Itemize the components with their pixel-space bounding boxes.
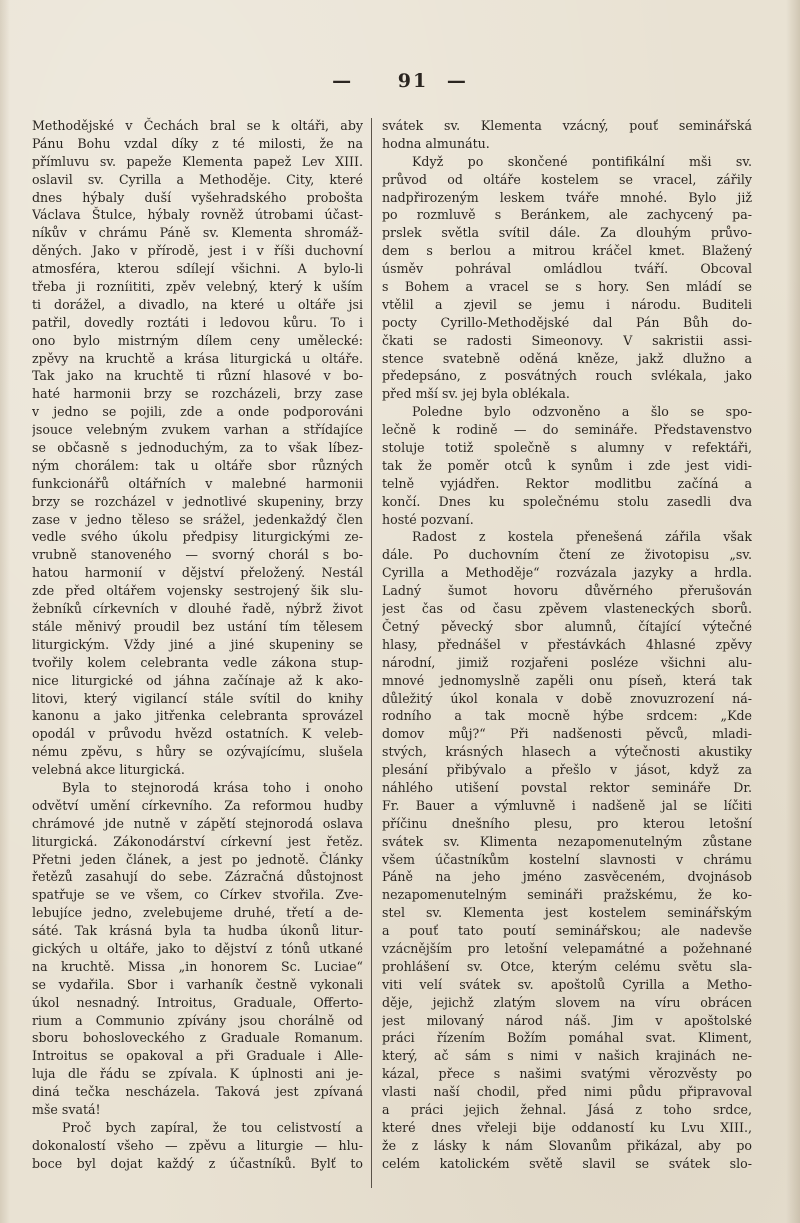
text-line: Byla to stejnorodá krása toho i onoho [62,779,363,795]
text-line: spatřuje se ve všem, co Církev stvořila. Zve- [32,887,363,903]
text-line: stence svatebně oděná kněze, jakž dlužno a [382,350,752,366]
text-line: rium a Communio zpívány jsou chorálně od [32,1012,363,1028]
text-line: kanonu a jako jitřenka celebranta sprovázel [32,708,363,724]
text-line: děje, jejichž zlatým slovem na víru obrácen [382,994,752,1010]
text-line: hlasy, přednášel v přestávkách 4hlasné zpěvy [382,636,752,652]
text-line: děných. Jako v přírodě, jest i v říši duchovní [32,243,363,259]
text-line: na kruchtě. Missa „in honorem Sc. Luciae“ [32,958,363,974]
text-line: před mší sv. jej byla oblékala. [382,386,570,402]
text-line: prslek světla svítil dále. Za dlouhým průvo- [382,225,752,241]
text-line: nému zpěvu, s hůry se ozývajícímu, slušela [32,744,363,760]
text-line: ným chorálem: tak u oltáře sbor různých [32,457,363,473]
text-line: zde před oltářem vojensky sestrojený šik slu- [32,583,363,599]
text-line: zase v jedno těleso se srážel, jedenkaždý člen [32,511,363,527]
text-line: litovi, který vigilancí stále svítil do knihy [32,690,363,706]
text-line: odvětví umění církevního. Za reformou hudby [32,797,363,813]
text-line: mše svatá! [32,1101,101,1117]
left-text-column [32,117,363,1173]
text-line: vlasti naší chodil, před nimi půdu připravoval [382,1084,752,1100]
text-line: ono bylo mistrným dílem ceny umělecké: [32,332,363,348]
text-line: boce byl dojat každý z účastníků. Bylť to [32,1155,363,1171]
text-line: jest milovaný národ náš. Jim v apoštolské [382,1012,752,1028]
text-line: přímluvu sv. papeže Klementa papež Lev XIII. [32,153,363,169]
text-line: gických u oltáře, jako to dějství z tónů utkané [32,940,363,956]
text-line: náhlého utišení povstal rektor semináře Dr. [382,779,752,795]
text-line: vedle svého úkolu předpisy liturgickými ze- [32,529,363,545]
text-line: tak že poměr otců k synům i zde jest vidi- [382,457,752,473]
text-line: nadpřirozeným leskem tváře mnohé. Bylo již [382,189,752,205]
text-line: opodál v průvodu hvězd ostatních. K veleb- [32,726,363,742]
text-line: že z lásky k nám Slovanům přikázal, aby po [382,1137,752,1153]
text-line: třeba ji rozníititi, zpěv velebný, který k uším [32,279,363,295]
text-line: Tak jako na kruchtě ti různí hlasové v bo- [32,368,363,384]
text-line: vtělil a zjevil se jemu i národu. Buditeli [382,296,752,312]
text-line: Radost z kostela přenešená zářila však [412,529,752,545]
header-dash-left: — [332,70,354,92]
text-line: stel sv. Klementa jest kostelem seminářským [382,905,752,921]
text-line: Páně na jeho jméno zasvěceném, dvojnásob [382,869,752,885]
text-line: končí. Dnes ku společnému stolu zasedli dva [382,493,752,509]
text-line: důležitý úkol konala v době znovuzrození ná- [382,690,752,706]
text-line: rodního a tak mocně hýbe srdcem: „Kde [382,708,752,724]
text-line: řetězů zasahují do sebe. Zázračná důstojnost [32,869,363,885]
text-line: Pánu Bohu vzdal díky z té milosti, že na [32,135,363,151]
text-line: luja dle řádu se zpívala. K úplnosti ani je- [32,1066,363,1082]
text-line: předepsáno, z posvátných rouch svlékala, jako [382,368,752,384]
text-line: lečně k rodině — do semináře. Představenstvo [382,422,752,438]
text-line: chrámové jde nutně v zápětí stejnorodá oslava [32,815,363,831]
text-line: Přetni jeden článek, a jest po jednotě. Články [32,851,363,867]
text-line: národní, jimiž rozjařeni posléze všichni alu- [382,654,752,670]
text-line: domov můj?“ Při nadšenosti pěvců, mladi- [382,726,752,742]
text-line: příčinu dnešního plesu, pro kterou letošní [382,815,752,831]
text-line: liturgickým. Vždy jiné a jiné skupeniny se [32,636,363,652]
text-line: patřil, dovedly roztáti i ledovou kůru. To i [32,314,363,330]
text-line: Fr. Bauer a výmluvně i nadšeně jal se líčiti [382,797,752,813]
text-line: lebujíce jedno, zvelebujeme druhé, třetí a de- [32,905,363,921]
text-line: liturgická. Zákonodárství církevní jest řetěz. [32,833,363,849]
text-line: hatou harmonií v dějství přeložený. Nestál [32,565,363,581]
text-line: mnové jednomyslně zapěli onu píseň, která tak [382,672,752,688]
text-line: sáté. Tak krásná byla ta hudba úkonů litur- [32,923,363,939]
text-line: a práci jejich žehnal. Jásá z toho srdce, [382,1101,752,1117]
text-line: všem účastníkům kostelní slavnosti v chrámu [382,851,752,867]
text-line: svátek sv. Klementa vzácný, pouť seminářská [382,118,752,133]
text-line: se občasně s jednoduchým, za to však líbez- [32,440,363,456]
text-line: Když po skončené pontifikální mši sv. [412,153,752,169]
text-line: stvých, krásných hlasech a výtečnosti akustiky [382,744,752,760]
text-line: Poledne bylo odzvoněno a šlo se spo- [412,404,752,420]
text-line: Václava Štulce, hýbaly rovněž útrobami účast- [32,207,363,223]
text-line: svátek sv. Klimenta nezapomenutelným zůstane [382,833,752,849]
page-header [0,70,800,92]
right-text-column [382,117,752,1173]
text-line: Ladný šumot hovoru důvěrného přerušován [382,583,752,599]
text-line: nezapomenutelným semináři pražskému, že ko- [382,887,752,903]
page-edge-shadow-right [786,0,800,1223]
text-line: dnes hýbaly duší vyšehradského probošta [32,189,363,205]
text-line: kázal, přece s našimi svatými věrozvěsty po [382,1066,752,1082]
text-line: jest čas od času zpěvem vlasteneckých sborů. [382,601,752,617]
text-line: úsměv pohrával omládlou tváří. Obcoval [382,261,752,277]
text-line: ti dorážel, a divadlo, na které u oltáře jsi [32,296,363,312]
text-line: pocty Cyrillo-Methodějské dal Pán Bůh do- [382,314,752,330]
text-line: diná tečka nescházela. Taková jest zpívaná [32,1084,363,1100]
column-divider [371,118,372,1188]
text-line: haté harmonii brzy se rozcházeli, brzy zase [32,386,363,402]
text-line: sboru bohosloveckého z Graduale Romanum. [32,1030,363,1046]
text-line: čkati se radosti Simeonovy. V sakristii assi- [382,332,752,348]
text-line: Proč bych zapíral, že tou celistvostí a [62,1119,363,1135]
text-line: se vydařila. Sbor i varhaník čestně vykonali [32,976,363,992]
text-line: v jedno se pojili, zde a onde podporováni [32,404,363,420]
text-line: vzácnějším pro letošní velepamátné a požehnané [382,940,752,956]
text-line: a pouť tato poutí seminářskou; ale nadevše [382,923,752,939]
text-line: velebná akce liturgická. [32,762,185,778]
text-line: Introitus se opakoval a při Graduale i Alle- [32,1048,363,1064]
text-line: funkcionářů oltářních v malebné harmonii [32,475,363,491]
text-line: Cyrilla a Methoděje“ rozvázala jazyky a hrdla. [382,565,752,581]
page-number: 91 [397,70,429,92]
text-line: Methodějské v Čechách bral se k oltáři, aby [32,118,363,133]
text-line: práci řízením Božím pomáhal svat. Kliment, [382,1030,752,1046]
text-line: nice liturgické od jáhna začínaje až k ako- [32,672,363,688]
text-line: stoluje totiž společně s alumny v refektáři, [382,440,752,456]
text-line: který, ač sám s nimi v našich krajinách ne- [382,1048,752,1064]
text-line: které dnes vřeleji bije oddaností ku Lvu XIII., [382,1119,752,1135]
page-edge-shadow-left [0,0,10,1223]
text-line: níkův v chrámu Páně sv. Klementa shromáž- [32,225,363,241]
text-line: telně vyjádřen. Rektor modlitbu začíná a [382,475,752,491]
text-line: dokonalostí všeho — zpěvu a liturgie — hlu- [32,1137,363,1153]
text-line: atmosféra, kterou sdílejí všichni. A bylo-li [32,261,363,277]
text-line: Četný pěvecký sbor alumnů, čítající výtečné [382,618,752,634]
text-line: úkol nesnadný. Introitus, Graduale, Offerto- [32,994,363,1010]
text-line: celém katolickém světě slavil se svátek slo- [382,1155,752,1171]
text-line: stále měnivý proudil bez ustání tím tělesem [32,618,363,634]
text-line: hosté pozvaní. [382,511,474,527]
text-line: oslavil sv. Cyrilla a Methoděje. City, které [32,171,363,187]
text-line: prohlášení sv. Otce, kterým celému světu sla- [382,958,752,974]
text-line: po rozmluvě s Beránkem, ale zachycený pa- [382,207,752,223]
text-line: plesání přibývalo a přešlo v jásot, když za [382,762,752,778]
text-line: zpěvy na kruchtě a krása liturgická u oltáře. [32,350,363,366]
text-line: viti velí svátek sv. apoštolů Cyrilla a Metho- [382,976,752,992]
text-line: žebníků církevních v dlouhé řadě, nýbrž život [32,601,363,617]
text-line: vrubně stanoveného — svorný chorál s bo- [32,547,363,563]
text-line: s Bohem a vracel se s hory. Sen mládí se [382,279,752,295]
text-line: dem s berlou a mitrou kráčel kmet. Blažený [382,243,752,259]
text-line: jsouce velebným zvukem varhan a střídajíce [32,422,363,438]
text-line: dále. Po duchovním čtení ze životopisu „sv. [382,547,752,563]
text-line: tvořily kolem celebranta vedle zákona stup- [32,654,363,670]
text-line: průvod od oltáře kostelem se vracel, zářily [382,171,752,187]
text-line: hodna almunátu. [382,135,490,151]
text-line: brzy se rozcházel v jednotlivé skupeniny, brzy [32,493,363,509]
header-dash-right: — [446,70,468,92]
